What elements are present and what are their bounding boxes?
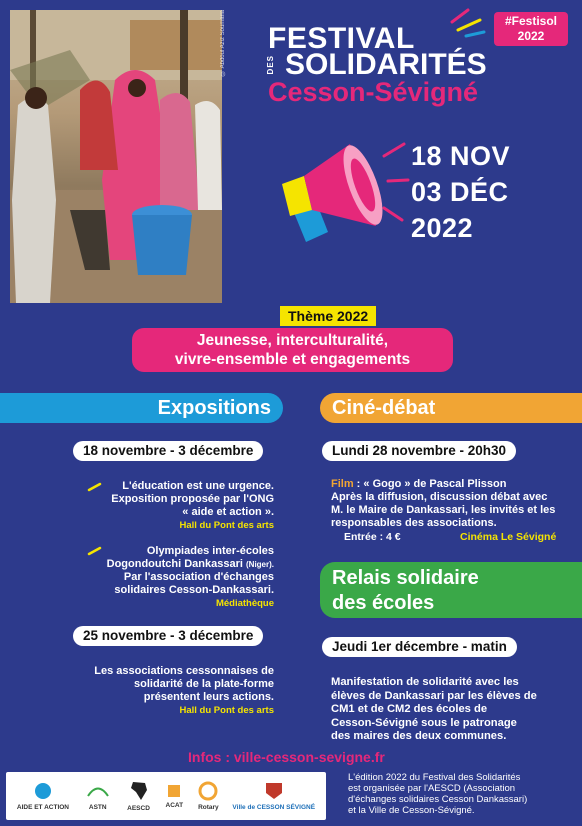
cine-place: Cinéma Le Sévigné [460, 531, 557, 543]
acat-icon [164, 783, 184, 799]
relais-heading-line2: des écoles [332, 592, 435, 614]
expo2-line2-country: (Niger). [246, 560, 274, 569]
expo-period-1: 18 novembre - 3 décembre [73, 441, 263, 461]
theme-line2: vivre-ensemble et engagements [174, 351, 411, 368]
title-des: DES [266, 55, 275, 75]
logo-ville [232, 781, 315, 812]
expo1-place: Hall du Pont des arts [179, 520, 274, 531]
theme-line1: Jeunesse, interculturalité, [196, 332, 389, 349]
hashtag-text: #Festisol [504, 14, 558, 28]
africa-icon [127, 780, 151, 802]
expo2-line4: solidaires Cesson-Dankassari. [114, 584, 274, 596]
cine-entry: Entrée : 4 € [344, 531, 401, 543]
relais-details [331, 676, 576, 744]
relais-heading-line1: Relais solidaire [332, 567, 479, 589]
expo1-line2: Exposition proposée par l'ONG [111, 493, 274, 505]
logo-ville-label: Ville de CESSON SÉVIGNÉ [232, 803, 316, 811]
title-festival: FESTIVAL [268, 22, 415, 55]
photo-illustration [10, 10, 222, 303]
cine-details [331, 478, 576, 530]
date-end: 03 DÉC [411, 177, 509, 207]
relais-line2: élèves de Dankassari par les élèves de [331, 689, 537, 702]
logo-aide-et-action-label: AIDE ET ACTION [16, 803, 69, 811]
cine-line3: M. le Maire de Dankassari, les invités et les [331, 504, 556, 516]
hashtag-year: 2022 [517, 29, 545, 43]
expo3-line1: Les associations cessonnaises de [94, 665, 274, 677]
expo-item-2 [74, 545, 274, 610]
relais-line3: CM1 et de CM2 des écoles de [331, 703, 488, 715]
theme-box [132, 328, 453, 372]
date-start: 18 NOV [411, 141, 511, 171]
expo2-line2: Dogondoutchi Dankassari [106, 558, 243, 570]
relais-heading [320, 562, 582, 618]
footer-text [348, 772, 578, 816]
festival-photo [10, 10, 226, 303]
decorative-lines [450, 8, 490, 38]
title-solidarites: SOLIDARITÉS [285, 48, 487, 81]
astn-icon [83, 781, 113, 801]
megaphone-icon [280, 136, 410, 246]
relais-line4: Cesson-Sévigné sous le patronage [331, 716, 517, 729]
expo-item-3 [54, 665, 274, 717]
footer-line4: et la Ville de Cesson-Sévigné. [348, 805, 475, 816]
footer-line2: est organisée par l'AESCD (Association [348, 783, 516, 794]
logo-acat-label: ACAT [165, 801, 184, 809]
expo2-line2-wrap [74, 558, 274, 571]
footer-line1: L'édition 2022 du Festival des Solidarités [348, 772, 521, 783]
logo-rotary [198, 781, 219, 812]
relais-line5: des maires des deux communes. [331, 730, 507, 742]
ville-shield-icon [264, 781, 284, 801]
expo3-place: Hall du Pont des arts [179, 705, 274, 716]
partner-logos [6, 772, 326, 820]
footer-line3: d'échanges solidaires Cesson Dankassari) [348, 794, 528, 805]
expo3-line2: solidarité de la plate-forme [134, 678, 274, 690]
logo-astn-label: ASTN [88, 803, 107, 811]
logo-acat [164, 783, 184, 810]
cine-heading: Ciné-débat [320, 393, 582, 423]
logo-aescd [127, 780, 151, 813]
aide-et-action-icon [28, 781, 58, 801]
relais-date: Jeudi 1er décembre - matin [322, 637, 517, 657]
expo-period-2: 25 novembre - 3 décembre [73, 626, 263, 646]
logo-rotary-label: Rotary [198, 803, 219, 811]
date-year: 2022 [411, 213, 474, 243]
cine-film-title: : « Gogo » de Pascal Plisson [353, 478, 507, 490]
logo-aescd-label: AESCD [127, 804, 150, 812]
rotary-wheel-icon [198, 781, 218, 801]
relais-line1: Manifestation de solidarité avec les [331, 676, 519, 688]
cine-line2: Après la diffusion, discussion débat avec [331, 491, 548, 503]
cine-film-label: Film [331, 478, 354, 490]
festival-dates [411, 138, 510, 246]
title-city: Cesson-Sévigné [268, 77, 479, 107]
expo2-line3: Par l'association d'échanges [123, 571, 274, 583]
expo-item-1 [74, 480, 274, 532]
logo-astn [83, 781, 113, 812]
cine-film-line [331, 478, 576, 491]
cine-date: Lundi 28 novembre - 20h30 [322, 441, 516, 461]
expositions-heading: Expositions [0, 393, 283, 423]
infos-link[interactable]: Infos : ville-cesson-sevigne.fr [188, 749, 385, 765]
expo1-line3: « aide et action ». [182, 506, 274, 518]
expo1-line1: L'éducation est une urgence. [122, 480, 274, 492]
expo2-place: Médiathèque [215, 598, 274, 609]
expo2-line1: Olympiades inter-écoles [146, 545, 274, 557]
cine-line4: responsables des associations. [331, 517, 497, 529]
expo3-line3: présentent leurs actions. [143, 691, 274, 703]
photo-credit: © Abdoul Aziz Soumaïla [220, 10, 226, 76]
hashtag-badge [494, 12, 568, 46]
theme-label: Thème 2022 [280, 306, 376, 326]
logo-aide-et-action [17, 781, 69, 812]
